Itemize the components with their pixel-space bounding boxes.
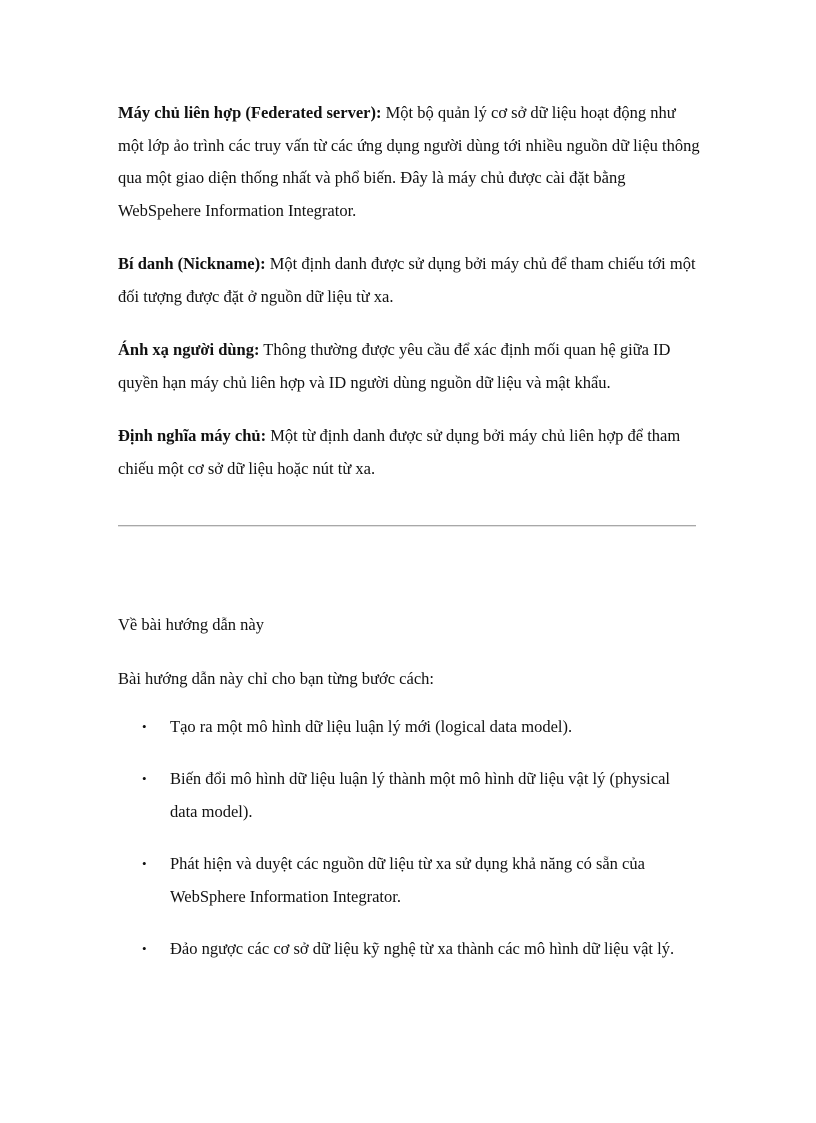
definition-term: Định nghĩa máy chủ: bbox=[118, 426, 267, 445]
definition-term: Ánh xạ người dùng: bbox=[118, 340, 260, 359]
list-item bbox=[118, 932, 700, 965]
list-item bbox=[118, 847, 700, 913]
document-page bbox=[118, 97, 700, 965]
bullet-icon: • bbox=[142, 941, 147, 956]
list-item-text: Đảo ngược các cơ sở dữ liệu kỹ nghệ từ xa thành các mô hình dữ liệu vật lý. bbox=[170, 939, 675, 958]
horizontal-divider bbox=[118, 525, 696, 527]
definition-term: Bí danh (Nickname): bbox=[118, 254, 266, 273]
bullet-icon: • bbox=[142, 719, 147, 734]
definition-federated-server bbox=[118, 97, 700, 227]
list-item bbox=[118, 762, 700, 828]
definition-text: Một bộ quản lý cơ sở dữ liệu hoạt động như một lớp ảo trình các truy vấn từ các ứng dụng người dùng tới nhiều nguồn dữ liệu thông qua một giao diện thống nhất và phổ biến. Đây là máy chủ được cài đặt bằng WebSpehere Information Integrator. bbox=[118, 103, 700, 220]
steps-list bbox=[118, 710, 700, 965]
bullet-icon: • bbox=[142, 771, 147, 786]
list-item-text: Tạo ra một mô hình dữ liệu luận lý mới (logical data model). bbox=[170, 717, 573, 736]
list-item bbox=[118, 710, 700, 743]
definition-server-definition bbox=[118, 420, 700, 485]
definition-text: Thông thường được yêu cầu để xác định mối quan hệ giữa ID quyền hạn máy chủ liên hợp và ID người dùng nguồn dữ liệu và mật khẩu. bbox=[118, 340, 671, 392]
definition-term: Máy chủ liên hợp (Federated server): bbox=[118, 103, 382, 122]
definition-user-mapping bbox=[118, 334, 700, 399]
definition-text: Một từ định danh được sử dụng bởi máy chủ liên hợp để tham chiếu một cơ sở dữ liệu hoặc nút từ xa. bbox=[118, 426, 681, 478]
section-intro: Bài hướng dẫn này chỉ cho bạn từng bước cách: bbox=[118, 669, 434, 688]
definition-nickname bbox=[118, 248, 700, 313]
bullet-icon: • bbox=[142, 856, 147, 871]
list-item-text: Biến đổi mô hình dữ liệu luận lý thành một mô hình dữ liệu vật lý (physical data model). bbox=[170, 769, 670, 821]
section-title: Về bài hướng dẫn này bbox=[118, 615, 264, 634]
list-item-text: Phát hiện và duyệt các nguồn dữ liệu từ xa sử dụng khả năng có sẵn của WebSphere Information Integrator. bbox=[170, 854, 645, 906]
definition-text: Một định danh được sử dụng bởi máy chủ để tham chiếu tới một đối tượng được đặt ở nguồn dữ liệu từ xa. bbox=[118, 254, 696, 306]
